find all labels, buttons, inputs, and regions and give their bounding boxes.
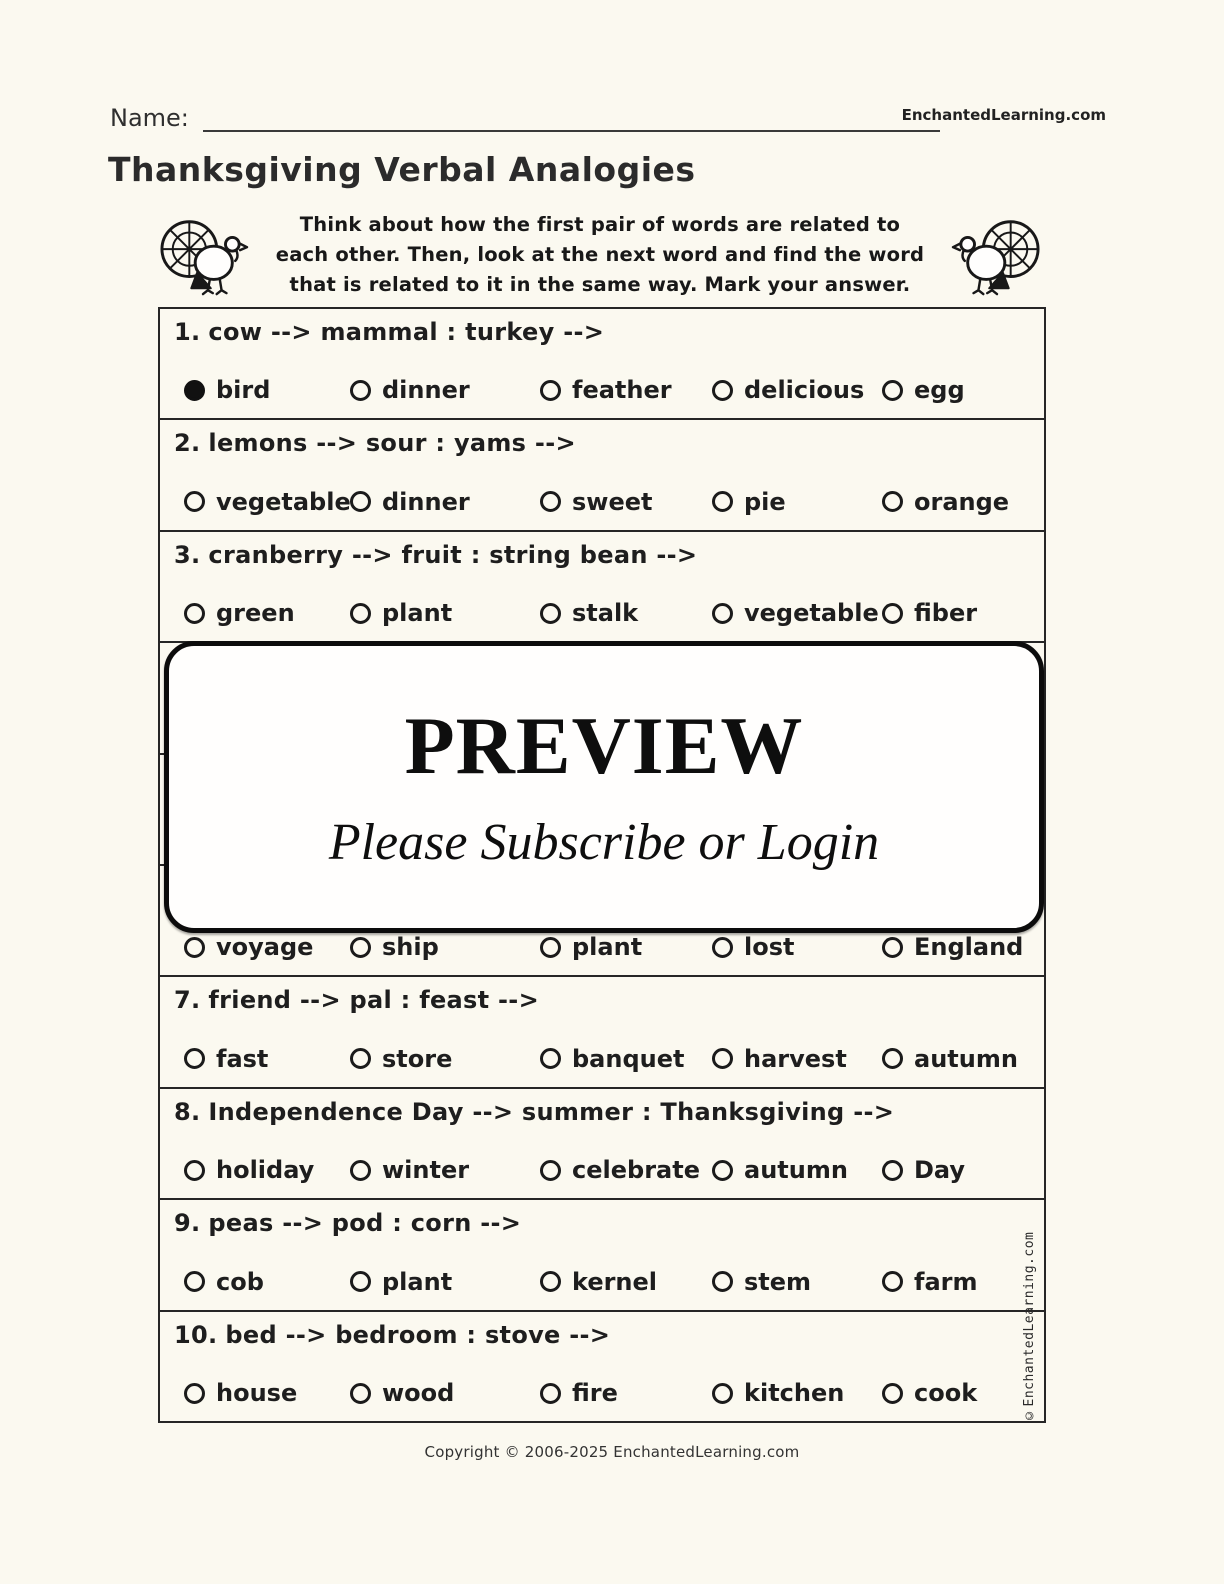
radio-button[interactable] bbox=[712, 603, 733, 624]
option-label: pie bbox=[744, 487, 786, 516]
answer-option[interactable] bbox=[350, 1045, 540, 1073]
radio-button[interactable] bbox=[184, 1160, 205, 1181]
answer-option[interactable] bbox=[184, 1379, 350, 1407]
answer-option[interactable] bbox=[540, 1045, 712, 1073]
question-number: 10. bbox=[174, 1320, 218, 1349]
answer-options bbox=[160, 1268, 1044, 1296]
answer-options bbox=[160, 376, 1044, 404]
answer-option[interactable] bbox=[350, 933, 540, 961]
radio-button[interactable] bbox=[350, 491, 371, 512]
answer-option[interactable] bbox=[882, 488, 1044, 516]
radio-button[interactable] bbox=[184, 491, 205, 512]
radio-button[interactable] bbox=[712, 380, 733, 401]
answer-option[interactable] bbox=[540, 1268, 712, 1296]
radio-button[interactable] bbox=[350, 1271, 371, 1292]
question-prompt bbox=[160, 1209, 1044, 1239]
radio-button[interactable] bbox=[184, 1271, 205, 1292]
answer-option[interactable] bbox=[540, 1156, 712, 1184]
radio-button[interactable] bbox=[712, 937, 733, 958]
radio-button[interactable] bbox=[540, 937, 561, 958]
answer-option[interactable] bbox=[184, 1268, 350, 1296]
question-row-7 bbox=[160, 977, 1044, 1088]
radio-button[interactable] bbox=[882, 491, 903, 512]
question-prompt bbox=[160, 1321, 1044, 1351]
option-label: sweet bbox=[572, 487, 653, 516]
radio-button[interactable] bbox=[184, 1383, 205, 1404]
side-copyright: ©EnchantedLearning.com bbox=[1022, 1231, 1037, 1422]
option-label: cook bbox=[914, 1379, 978, 1408]
radio-button[interactable] bbox=[882, 380, 903, 401]
radio-button[interactable] bbox=[540, 380, 561, 401]
radio-button[interactable] bbox=[882, 1048, 903, 1069]
answer-option[interactable] bbox=[350, 599, 540, 627]
question-text: Independence Day --> summer : Thanksgiving --> bbox=[208, 1097, 895, 1126]
turkey-clipart-icon bbox=[152, 212, 254, 298]
question-text: cranberry --> fruit : string bean --> bbox=[208, 540, 698, 569]
copyright-footer: Copyright © 2006-2025 EnchantedLearning.com bbox=[424, 1443, 800, 1461]
option-label: fiber bbox=[914, 599, 978, 628]
answer-option[interactable] bbox=[882, 599, 1044, 627]
radio-button[interactable] bbox=[350, 380, 371, 401]
option-label: dinner bbox=[382, 487, 470, 516]
answer-option[interactable] bbox=[184, 933, 350, 961]
option-label: stem bbox=[744, 1267, 812, 1296]
question-text: friend --> pal : feast --> bbox=[208, 986, 539, 1015]
instructions-line: Think about how the first pair of words are related to bbox=[299, 213, 901, 236]
radio-button[interactable] bbox=[712, 1160, 733, 1181]
answer-option[interactable] bbox=[882, 1268, 1044, 1296]
radio-button[interactable] bbox=[350, 603, 371, 624]
preview-subtitle: Please Subscribe or Login bbox=[328, 814, 880, 871]
option-label: autumn bbox=[744, 1156, 848, 1185]
radio-button[interactable] bbox=[184, 603, 205, 624]
radio-button[interactable] bbox=[540, 603, 561, 624]
question-text: cow --> mammal : turkey --> bbox=[208, 318, 605, 346]
option-label: celebrate bbox=[572, 1156, 700, 1185]
option-label: Day bbox=[914, 1156, 966, 1185]
answer-option[interactable] bbox=[540, 933, 712, 961]
answer-option[interactable] bbox=[184, 599, 350, 627]
option-label: lost bbox=[744, 933, 795, 962]
radio-button[interactable] bbox=[712, 1271, 733, 1292]
radio-button[interactable] bbox=[540, 1048, 561, 1069]
preview-overlay bbox=[164, 641, 1044, 933]
radio-button[interactable] bbox=[540, 1160, 561, 1181]
option-label: harvest bbox=[744, 1044, 847, 1073]
answer-options bbox=[160, 1045, 1044, 1073]
answer-option[interactable] bbox=[712, 488, 882, 516]
option-label: holiday bbox=[216, 1156, 315, 1185]
radio-button[interactable] bbox=[350, 1048, 371, 1069]
option-label: cob bbox=[216, 1267, 264, 1296]
radio-button[interactable] bbox=[882, 937, 903, 958]
option-label: voyage bbox=[216, 933, 314, 962]
option-label: green bbox=[216, 599, 295, 628]
answer-options bbox=[160, 1379, 1044, 1407]
answer-option[interactable] bbox=[882, 1379, 1044, 1407]
option-label: feather bbox=[572, 376, 672, 405]
instructions-line: each other. Then, look at the next word and find the word bbox=[275, 243, 925, 266]
answer-option[interactable] bbox=[540, 488, 712, 516]
option-label: stalk bbox=[572, 599, 639, 628]
question-prompt bbox=[160, 986, 1044, 1016]
option-label: store bbox=[382, 1044, 453, 1073]
option-label: autumn bbox=[914, 1044, 1018, 1073]
instructions-block bbox=[152, 210, 1048, 300]
option-label: plant bbox=[572, 933, 643, 962]
question-prompt bbox=[160, 1098, 1044, 1128]
site-logo: EnchantedLearning.com bbox=[901, 106, 1106, 124]
answer-option[interactable] bbox=[540, 599, 712, 627]
answer-options bbox=[160, 1156, 1044, 1184]
option-label: ship bbox=[382, 933, 439, 962]
option-label: dinner bbox=[382, 376, 470, 405]
option-label: plant bbox=[382, 599, 453, 628]
option-label: orange bbox=[914, 487, 1010, 516]
option-label: bird bbox=[216, 376, 271, 405]
answer-option[interactable] bbox=[350, 1379, 540, 1407]
answer-options bbox=[160, 933, 1044, 961]
answer-option[interactable] bbox=[712, 599, 882, 627]
question-row-1 bbox=[160, 309, 1044, 420]
question-number: 1. bbox=[174, 318, 201, 346]
answer-option[interactable] bbox=[712, 1268, 882, 1296]
question-number: 7. bbox=[174, 986, 201, 1015]
question-row-3 bbox=[160, 532, 1044, 643]
answer-option[interactable] bbox=[712, 1156, 882, 1184]
question-text: bed --> bedroom : stove --> bbox=[225, 1320, 611, 1349]
option-label: fast bbox=[216, 1044, 269, 1073]
answer-options bbox=[160, 599, 1044, 627]
option-label: kitchen bbox=[744, 1379, 845, 1408]
question-prompt bbox=[160, 429, 1044, 459]
page-title: Thanksgiving Verbal Analogies bbox=[108, 150, 696, 189]
name-label: Name: bbox=[110, 104, 189, 132]
answer-option[interactable] bbox=[350, 376, 540, 404]
radio-button[interactable] bbox=[882, 1160, 903, 1181]
preview-title: PREVIEW bbox=[404, 700, 804, 791]
option-label: England bbox=[914, 933, 1024, 962]
answer-option[interactable] bbox=[350, 1156, 540, 1184]
name-input-line[interactable] bbox=[203, 102, 940, 132]
instructions-text bbox=[276, 210, 924, 300]
option-label: plant bbox=[382, 1267, 453, 1296]
question-row-8 bbox=[160, 1089, 1044, 1200]
question-row-9 bbox=[160, 1200, 1044, 1311]
radio-button[interactable] bbox=[350, 937, 371, 958]
radio-button[interactable] bbox=[712, 491, 733, 512]
question-number: 2. bbox=[174, 429, 201, 458]
answer-option[interactable] bbox=[712, 376, 882, 404]
option-label: wood bbox=[382, 1379, 455, 1408]
question-row-10 bbox=[160, 1312, 1044, 1421]
answer-option[interactable] bbox=[882, 1045, 1044, 1073]
answer-option[interactable] bbox=[540, 376, 712, 404]
radio-button[interactable] bbox=[184, 937, 205, 958]
answer-option[interactable] bbox=[712, 933, 882, 961]
answer-option[interactable] bbox=[882, 376, 1044, 404]
option-label: egg bbox=[914, 376, 965, 405]
radio-button[interactable] bbox=[712, 1383, 733, 1404]
option-label: banquet bbox=[572, 1044, 685, 1073]
answer-option[interactable] bbox=[184, 376, 350, 404]
radio-button[interactable] bbox=[540, 1271, 561, 1292]
answer-option[interactable] bbox=[712, 1379, 882, 1407]
question-prompt bbox=[160, 541, 1044, 571]
radio-button[interactable] bbox=[184, 380, 205, 401]
radio-button[interactable] bbox=[882, 1271, 903, 1292]
name-row bbox=[110, 102, 940, 132]
question-row-2 bbox=[160, 420, 1044, 531]
radio-button[interactable] bbox=[712, 1048, 733, 1069]
answer-option[interactable] bbox=[184, 1156, 350, 1184]
answer-options bbox=[160, 488, 1044, 516]
option-label: farm bbox=[914, 1267, 978, 1296]
option-label: winter bbox=[382, 1156, 470, 1185]
option-label: vegetable bbox=[744, 599, 879, 628]
instructions-line: that is related to it in the same way. Mark your answer. bbox=[289, 273, 911, 296]
answer-option[interactable] bbox=[184, 1045, 350, 1073]
radio-button[interactable] bbox=[882, 603, 903, 624]
question-number: 8. bbox=[174, 1097, 201, 1126]
option-label: fire bbox=[572, 1379, 618, 1408]
radio-button[interactable] bbox=[184, 1048, 205, 1069]
answer-option[interactable] bbox=[350, 488, 540, 516]
turkey-clipart-icon bbox=[946, 212, 1048, 298]
option-label: kernel bbox=[572, 1267, 658, 1296]
radio-button[interactable] bbox=[350, 1383, 371, 1404]
question-text: lemons --> sour : yams --> bbox=[208, 429, 576, 458]
question-number: 3. bbox=[174, 540, 201, 569]
question-number: 9. bbox=[174, 1209, 201, 1238]
radio-button[interactable] bbox=[882, 1383, 903, 1404]
question-prompt bbox=[160, 318, 1044, 348]
radio-button[interactable] bbox=[540, 1383, 561, 1404]
option-label: house bbox=[216, 1379, 298, 1408]
answer-option[interactable] bbox=[540, 1379, 712, 1407]
radio-button[interactable] bbox=[540, 491, 561, 512]
radio-button[interactable] bbox=[350, 1160, 371, 1181]
answer-option[interactable] bbox=[712, 1045, 882, 1073]
answer-option[interactable] bbox=[882, 1156, 1044, 1184]
option-label: delicious bbox=[744, 376, 865, 405]
question-text: peas --> pod : corn --> bbox=[208, 1209, 522, 1238]
answer-option[interactable] bbox=[184, 488, 350, 516]
option-label: vegetable bbox=[216, 487, 351, 516]
answer-option[interactable] bbox=[882, 933, 1044, 961]
answer-option[interactable] bbox=[350, 1268, 540, 1296]
